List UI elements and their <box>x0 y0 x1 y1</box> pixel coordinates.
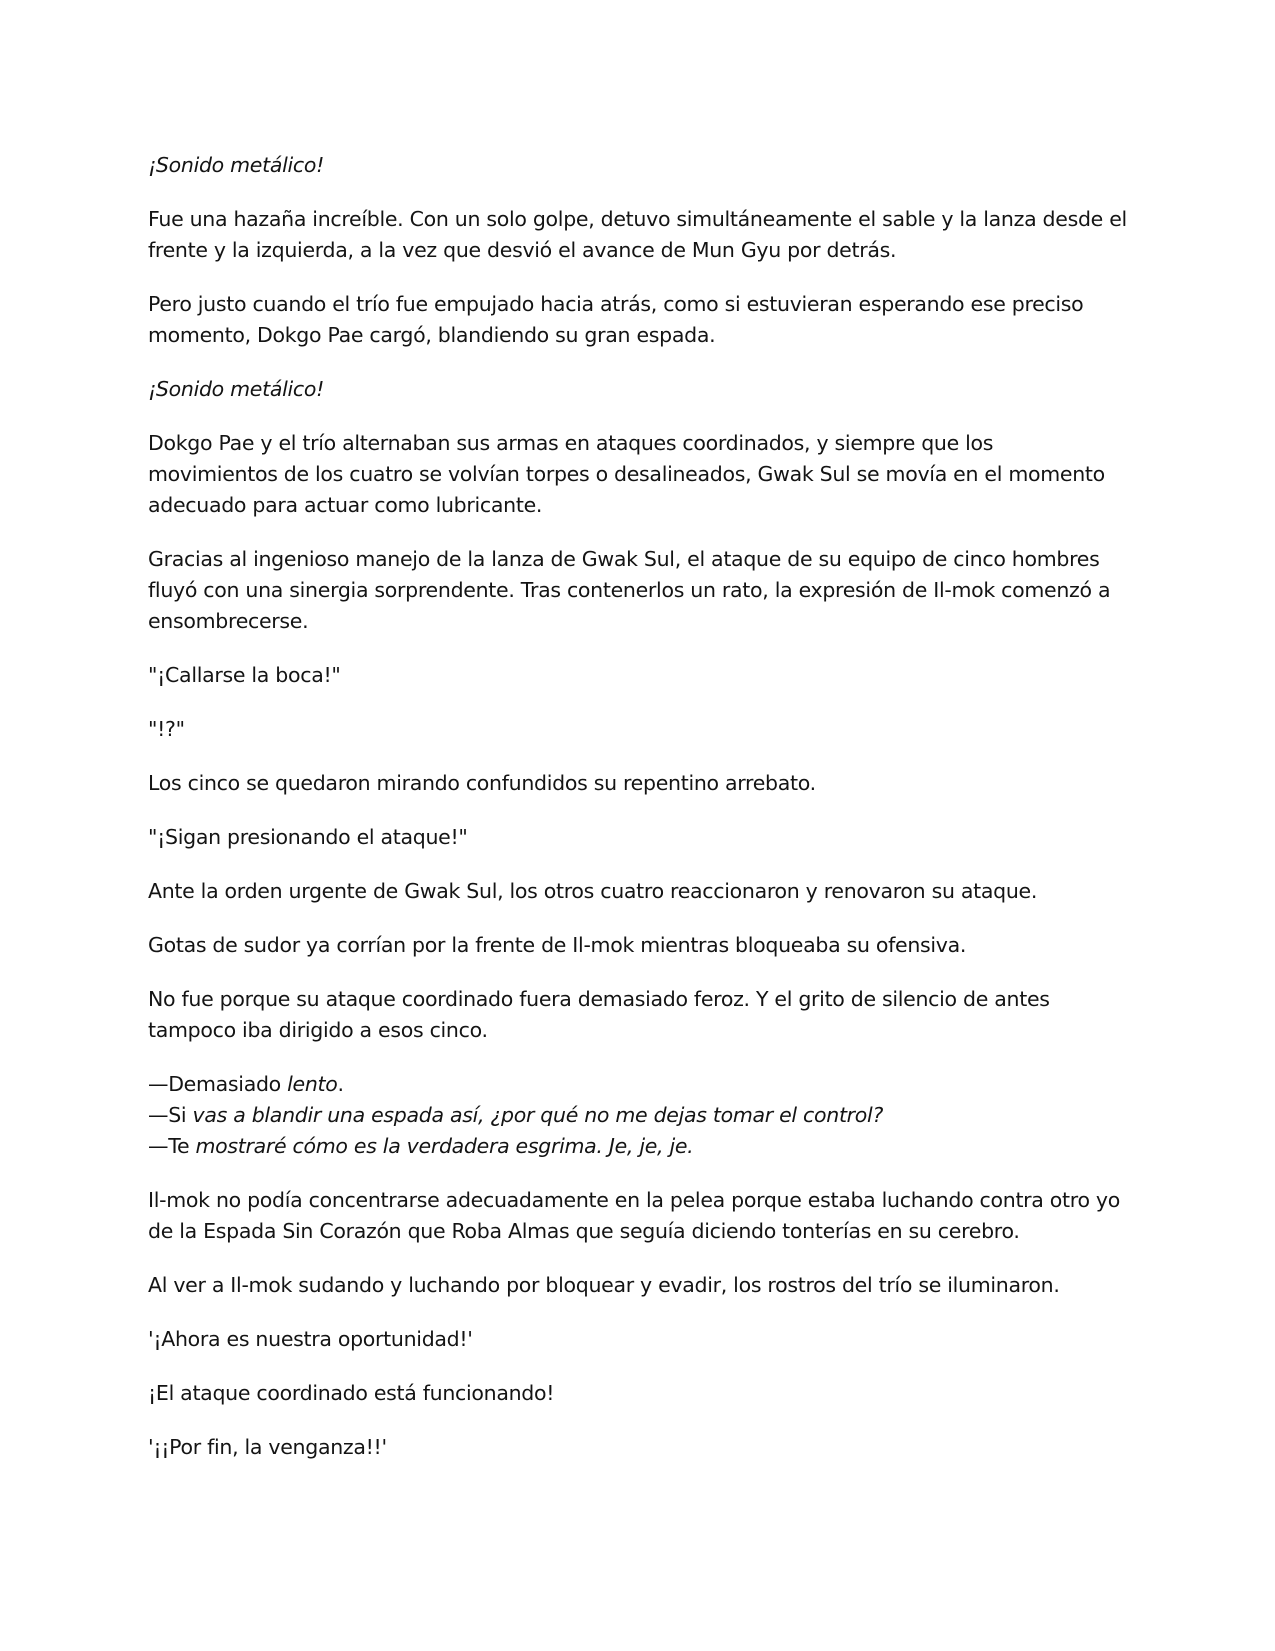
paragraph: Dokgo Pae y el trío alternaban sus armas en ataques coordinados, y siempre que los movimientos de los cuatro se volvían torpes o desalineados, Gwak Sul se movía en el momento adecuado para actuar como lubricante. <box>148 431 1105 517</box>
inner-voice-prefix: —Si <box>148 1103 193 1127</box>
inner-voice-dialogue <box>148 1069 1128 1162</box>
inner-voice-line <box>148 1131 1128 1162</box>
sound-effect-text: ¡Sonido metálico! <box>148 153 325 177</box>
inner-voice-italic: lento <box>287 1072 338 1096</box>
inner-voice-prefix: —Demasiado <box>148 1072 288 1096</box>
inner-voice-line <box>148 1100 1128 1131</box>
inner-voice-italic: vas a blandir una espada así, ¿por qué no me dejas tomar el control? <box>192 1103 884 1127</box>
paragraph: No fue porque su ataque coordinado fuera demasiado feroz. Y el grito de silencio de antes tampoco iba dirigido a esos cinco. <box>148 987 1050 1042</box>
inner-voice-suffix: . <box>337 1072 344 1096</box>
paragraph: Al ver a Il-mok sudando y luchando por bloquear y evadir, los rostros del trío se iluminaron. <box>148 1273 1060 1297</box>
paragraph: Gotas de sudor ya corrían por la frente de Il-mok mientras bloqueaba su ofensiva. <box>148 933 967 957</box>
document-body <box>148 150 1128 1486</box>
inner-voice-prefix: —Te <box>148 1134 196 1158</box>
dialogue-line: "¡Callarse la boca!" <box>148 663 341 687</box>
thought-line: '¡¡Por fin, la venganza!!' <box>148 1435 387 1459</box>
paragraph: Il-mok no podía concentrarse adecuadamente en la pelea porque estaba luchando contra otro yo de la Espada Sin Corazón que Roba Almas que seguía diciendo tonterías en su cerebro. <box>148 1188 1120 1243</box>
paragraph: Ante la orden urgente de Gwak Sul, los otros cuatro reaccionaron y renovaron su ataque. <box>148 879 1038 903</box>
paragraph: Pero justo cuando el trío fue empujado hacia atrás, como si estuvieran esperando ese preciso momento, Dokgo Pae cargó, blandiendo su gran espada. <box>148 292 1084 347</box>
paragraph: ¡El ataque coordinado está funcionando! <box>148 1381 555 1405</box>
paragraph: Gracias al ingenioso manejo de la lanza de Gwak Sul, el ataque de su equipo de cinco hombres fluyó con una sinergia sorprendente. Tras contenerlos un rato, la expresión de Il-mok comenzó a ensombrecerse. <box>148 547 1111 633</box>
inner-voice-italic: mostraré cómo es la verdadera esgrima. Je, je, je. <box>195 1134 694 1158</box>
inner-voice-line <box>148 1069 1128 1100</box>
thought-line: '¡Ahora es nuestra oportunidad!' <box>148 1327 473 1351</box>
dialogue-line: "¡Sigan presionando el ataque!" <box>148 825 468 849</box>
dialogue-line: "!?" <box>148 717 185 741</box>
sound-effect-text: ¡Sonido metálico! <box>148 377 325 401</box>
paragraph: Los cinco se quedaron mirando confundidos su repentino arrebato. <box>148 771 816 795</box>
paragraph: Fue una hazaña increíble. Con un solo golpe, detuvo simultáneamente el sable y la lanza desde el frente y la izquierda, a la vez que desvió el avance de Mun Gyu por detrás. <box>148 207 1127 262</box>
